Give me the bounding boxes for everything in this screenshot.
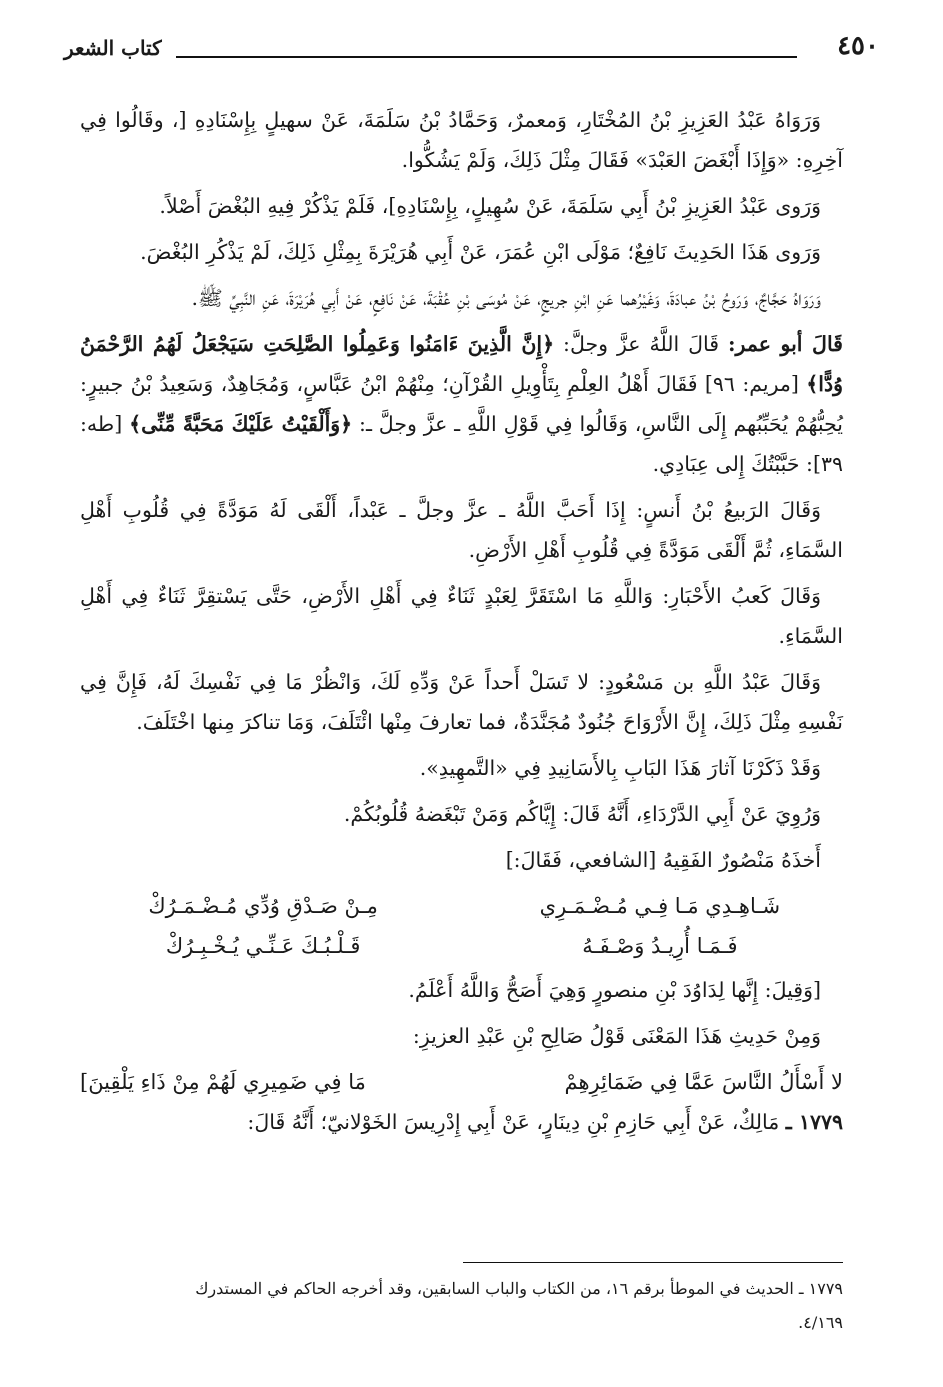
footnote	[80, 1272, 843, 1340]
text-span: [طه: ٣٩]: حَبَّبْتُكَ إِلى عِبَادِي.	[80, 412, 843, 476]
text-span: [مريم: ٩٦] فَقَالَ أَهْلُ العِلْمِ بِتَأْوِيلِ القُرْآنِ؛ مِنْهُمْ ابْنُ عَبَّاسٍ، وَمُجَاهِدٌ، وَسَعِيدُ بْنُ جبيرٍ: يُحِبُّهُمْ يُحَبِّبُهم إِلَى النَّاسِ، وَقَالُوا فِي قَوْلِ اللَّهِ ـ عزَّ وجلَّ ـ:	[80, 372, 844, 436]
paragraph: وَقَالَ كَعبُ الأَحْبَارِ: وَاللَّهِ مَا اسْتَقَرَّ لِعَبْدٍ ثَنَاءٌ فِي أَهْلِ الأَرْضِ، حَتَّى يَسْتقِرَّ ثَنَاءٌ فِي أَهْلِ السَّمَاءِ.	[80, 584, 843, 648]
verse-first-half: لا أَسْأَلُ النَّاسَ عَمَّا فِي ضَمَائِرِهِمْ	[564, 1070, 843, 1094]
verse-first-half: شَـاهِـدِي مَـا فِـي مُـضْـمَـرِي	[539, 894, 781, 918]
verse-first-half: فَـمَـا أُرِيـدُ وَصْـفَـهُ	[582, 934, 738, 958]
header-rule	[176, 56, 797, 58]
paragraph: وَمِنْ حَدِيثِ هَذَا المَعْنَى قَوْلُ صَالِحِ بْنِ عَبْدِ العزيزِ:	[412, 1024, 821, 1048]
paragraph: وَرَوَاهُ حَجَّاجٌ، وَرَوحُ بْنُ عبادَةَ، وَغَيْرُهما عَنِ ابْنِ جريجٍ، عَنْ مُوسَى بْنِ عُقْبَةَ، عَنْ نَافِعٍ، عَنْ أَبِي هُرَيْرَةَ، عَنِ النَّبِيِّ ﷺ.	[191, 286, 821, 310]
text-span: مَالِكٌ، عَنْ أَبِي حَازِمِ بْنِ دِينَارٍ، عَنْ أَبِي إِدْرِيسَ الخَوْلانيّ؛ أَنَّهُ قَالَ:	[247, 1110, 786, 1134]
verse-second-half: مَا فِي ضَمِيرِي لَهُمْ مِنْ ذَاءِ يَلْقِينَ]	[80, 1070, 366, 1094]
paragraph: وَقَالَ الرَبيعُ بْنُ أَنسٍ: إِذَا أَحَبَّ اللَّهُ ـ عزَّ وجلَّ ـ عَبْداً، أَلْقَى لَهُ مَوَدَّةً فِي قُلُوبِ أَهْلِ السَّمَاءِ، ثُمَّ أَلْقَى مَوَدَّةً فِي قُلُوبِ أَهْلِ الأَرْضِ.	[80, 498, 843, 562]
page-number: ٤٥٠	[837, 31, 879, 61]
paragraph: وَرُوِيَ عَنْ أَبِي الدَّرْدَاءِ، أَنَّهُ قَالَ: إِيَّاكُم وَمَنْ تَبْغَضهُ قُلُوبُكُمْ.	[343, 802, 821, 826]
paragraph: وَقَدْ ذَكَرْنَا آثارَ هَذَا البَابِ بِالأَسَانِيدِ فِي «التَّمهِيدِ».	[419, 756, 821, 780]
footnote-line: ١٧٧٩ ـ الحديث في الموطأ برقم ١٦، من الكتاب والباب السابقين، وقد أخرجه الحاكم في المستدرك	[195, 1279, 843, 1298]
poem-verse	[80, 1062, 843, 1102]
poem-verse	[80, 886, 843, 926]
page-body	[80, 100, 843, 1148]
book-title: كتاب الشعر	[64, 36, 162, 60]
paragraph: وَرَوَاهُ عَبْدُ العَزِيزِ بْنُ المُخْتَارِ، وَمعمرٌ، وَحَمَّادُ بْنُ سَلَمَةَ، عَنْ سهيلٍ بِإِسْنَادِهِ [، وقَالُوا فِي آخِرِهِ: «وَإِذَا أَبْغَضَ العَبْدَ» فَقَالَ مِثْلَ ذَلِكَ، وَلَمْ يَشُكُّوا.	[80, 108, 843, 172]
paragraph: وَرَوى عَبْدُ العَزِيزِ بْنُ أَبِي سَلَمَةَ، عَنْ سُهِيلٍ، بِإِسْنَادِهِ]، فَلَمْ يَذْكُرْ فِيهِ البُغْضَ أَصْلاً.	[159, 194, 821, 218]
verse-second-half: قَـلْـبُـكَ عَـنِّـي يُـخْـبِـرُكْ	[165, 934, 361, 958]
footnote-line: ٤/١٦٩.	[798, 1313, 843, 1332]
abu-umar-paragraph	[80, 324, 843, 484]
paragraph: أَخذَهُ مَنْصُورٌ الفَقِيهُ [الشافعي، فَقَالَ:]	[505, 848, 821, 872]
quran-verse: ﴿إِنَّ الَّذِينَ ءَامَنُوا وَعَمِلُوا الصَّلِحَتِ سَيَجْعَلُ لَهُمُ الرَّحْمَنُ وُدًّا﴾	[80, 332, 844, 396]
page-header	[64, 30, 879, 70]
footnote-rule	[463, 1262, 843, 1263]
text-span: قَالَ اللَّهُ عزَّ وجلَّ:	[554, 332, 728, 356]
hadith-paragraph	[80, 1102, 843, 1142]
poem	[80, 886, 843, 966]
speaker-label: قَالَ أبو عمر:	[727, 332, 843, 356]
poem-verse	[80, 926, 843, 966]
quran-verse: ﴿وَأَلْقَيْتُ عَلَيْكَ مَحَبَّةً مِّنِّى﴾	[129, 412, 353, 436]
paragraph: [وَقِيلَ: إِنَّها لِدَاوُدَ بْنِ منصورٍ وَهِيَ أَصَحُّ وَاللَّهُ أَعْلَمُ.	[408, 978, 821, 1002]
hadith-number: ١٧٧٩ ـ	[785, 1110, 843, 1134]
paragraph: وَرَوى هَذَا الحَدِيثَ نَافِعٌ؛ مَوْلَى ابْنِ عُمَرَ، عَنْ أَبِي هُرَيْرَةَ بِمِثْلِ ذَلِكَ، لَمْ يَذْكُرِ البُغْضَ.	[140, 240, 821, 264]
verse-second-half: مِـنْ صَـدْقِ وُدِّي مُـضْـمَـرُكْ	[148, 894, 378, 918]
paragraph: وَقَالَ عَبْدُ اللَّهِ بن مَسْعُودٍ: لا تَسَلْ أَحداً عَنْ وَدِّهِ لَكَ، وَانْظُرْ مَا فِي نَفْسِكَ لَهُ، فَإِنَّ فِي نَفْسِهِ مِثْلَ ذَلِكَ، إِنَّ الأَرْوَاحَ جُنُودٌ مُجَنَّدَةٌ، فما تعارفَ مِنْها ائْتَلَفَ، وَمَا تناكرَ مِنها اخْتَلَفَ.	[80, 670, 843, 734]
